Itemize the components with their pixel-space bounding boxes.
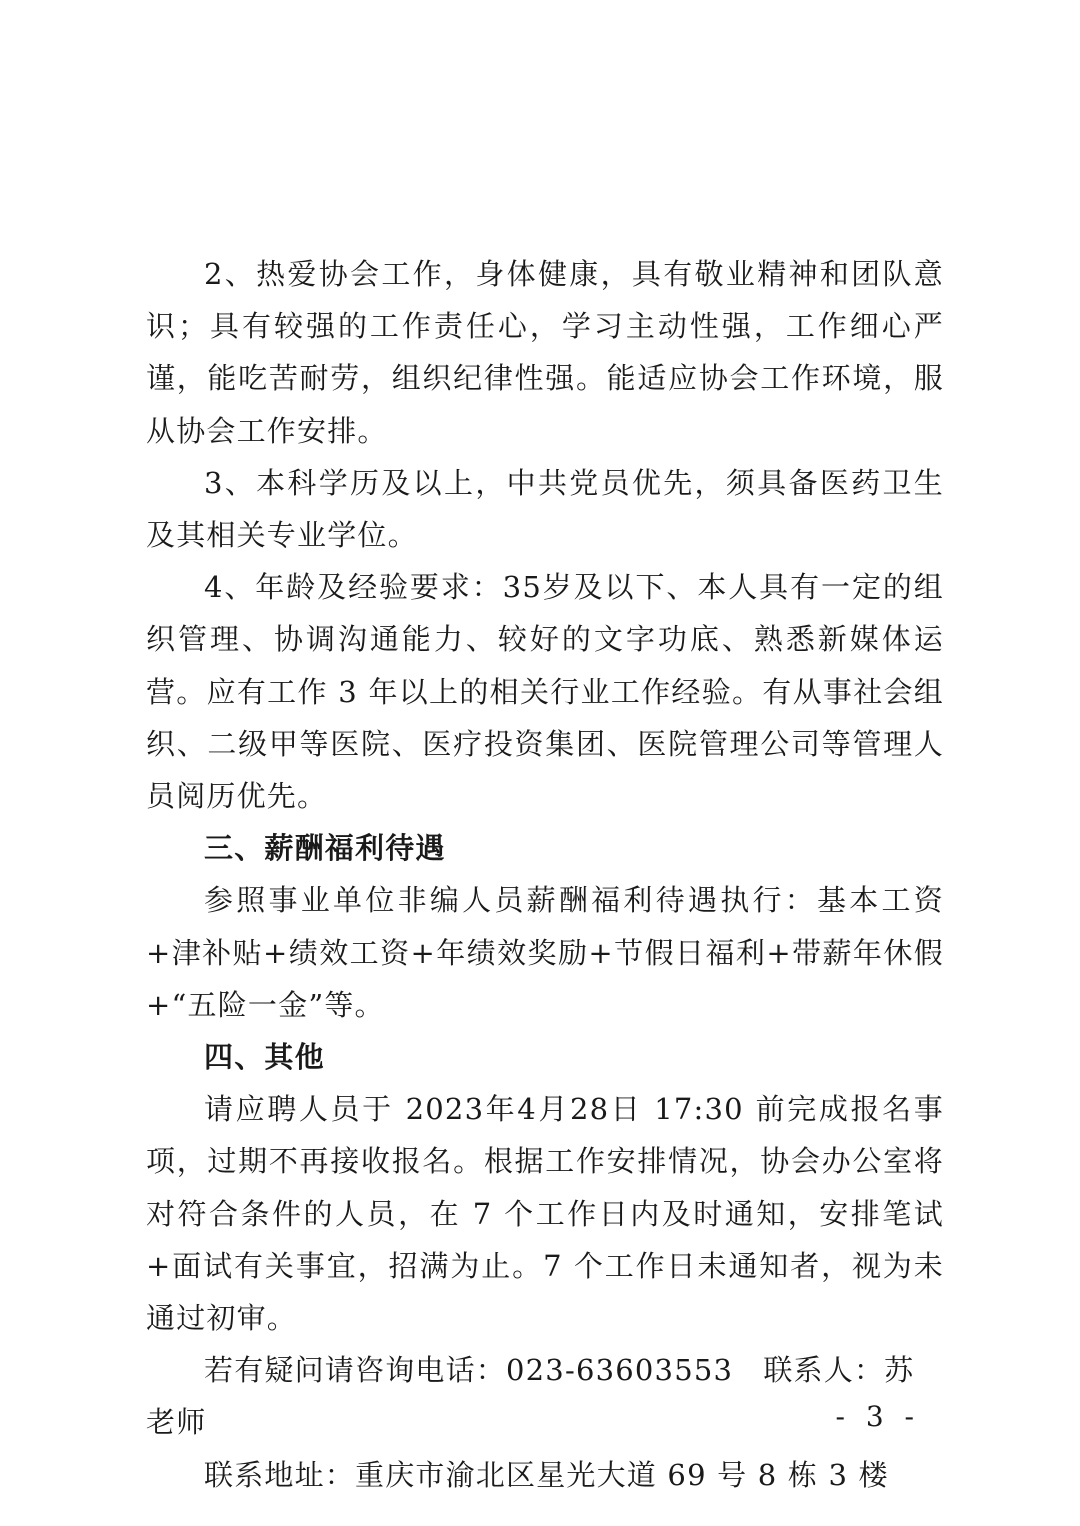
requirement-2-paragraph: 2、热爱协会工作，身体健康，具有敬业精神和团队意识；具有较强的工作责任心，学习主动性强，工作细心严谨，能吃苦耐劳，组织纪律性强。能适应协会工作环境，服从协会工作安排。 [146, 257, 944, 448]
section-heading-salary: 三、薪酬福利待遇 [204, 831, 446, 866]
other-paragraph: 请应聘人员于 2023年4月28日 17:30 前完成报名事项，过期不再接收报名。根据工作安排情况，协会办公室将对符合条件的人员，在 7 个工作日内及时通知，安排笔试+面试有关事宜，招满为止。7 个工作日未通知者，视为未通过初审。 [146, 1092, 944, 1336]
requirement-3-paragraph: 3、本科学历及以上，中共党员优先，须具备医药卫生及其相关专业学位。 [146, 465, 944, 553]
requirement-4-paragraph: 4、年龄及经验要求：35岁及以下、本人具有一定的组织管理、协调沟通能力、较好的文字功底、熟悉新媒体运营。应有工作 3 年以上的相关行业工作经验。有从事社会组织、二级甲等医院、医疗投资集团、医院管理公司等管理人员阅历优先。 [146, 570, 944, 814]
contact-phone-line: 若有疑问请咨询电话：023-63603553 联系人：苏老师 [146, 1353, 915, 1440]
document-body [146, 248, 944, 1501]
page-number: - 3 - [835, 1400, 920, 1433]
salary-paragraph: 参照事业单位非编人员薪酬福利待遇执行：基本工资+津补贴+绩效工资+年绩效奖励+节假日福利+带薪年休假+“五险一金”等。 [146, 883, 944, 1022]
contact-address-line: 联系地址：重庆市渝北区星光大道 69 号 8 栋 3 楼 [204, 1457, 889, 1492]
section-heading-other: 四、其他 [204, 1040, 325, 1075]
